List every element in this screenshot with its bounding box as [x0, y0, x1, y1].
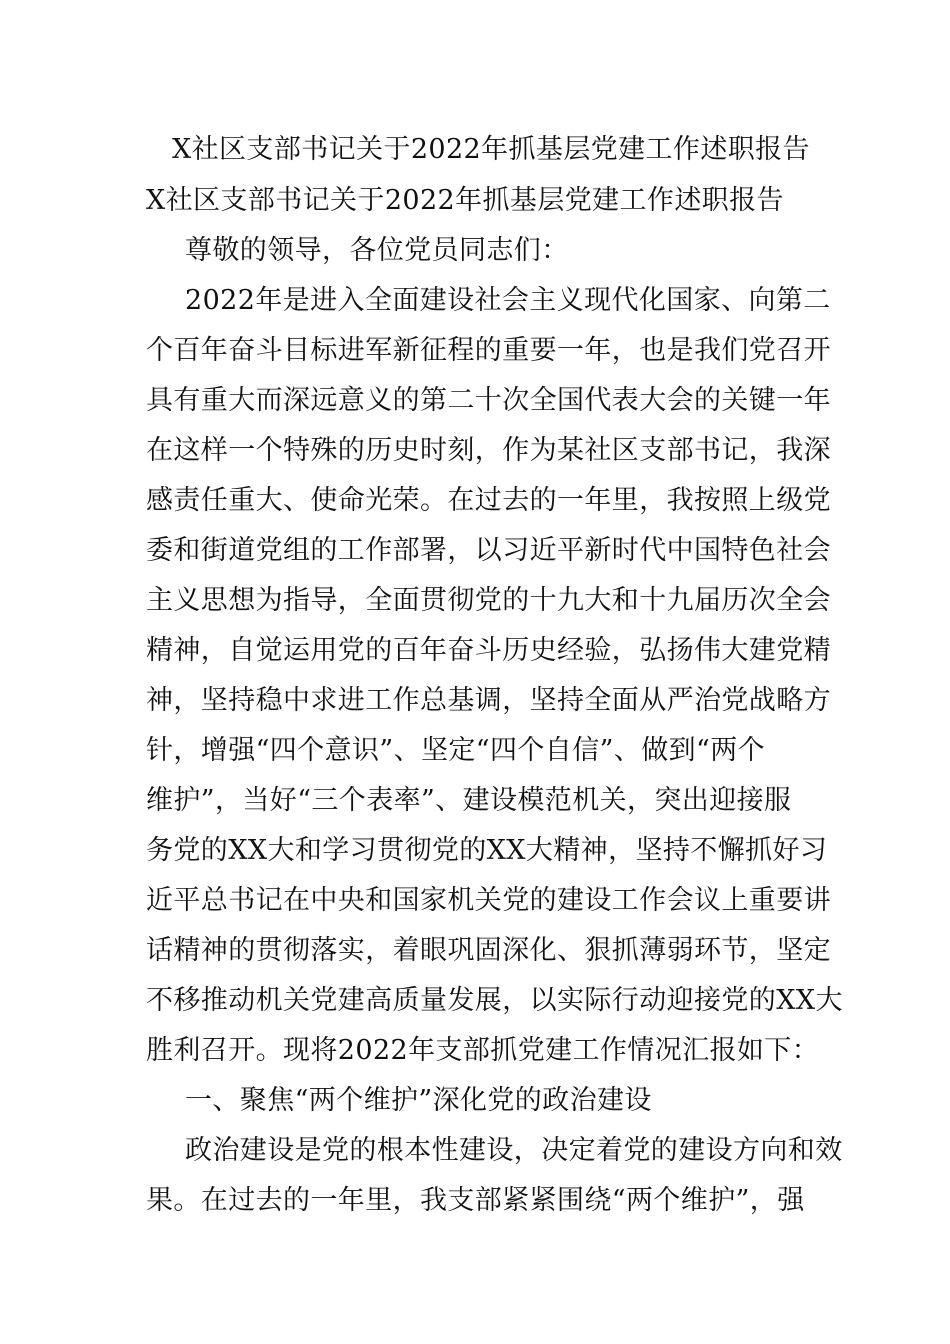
- section-heading: 一、聚焦“两个维护”深化党的政治建设: [185, 1085, 652, 1116]
- salutation: 尊敬的领导，各位党员同志们：: [185, 235, 569, 266]
- paragraph-line: 不移推动机关党建高质量发展，以实际行动迎接党的XX大: [146, 985, 843, 1016]
- paragraph-line: 主义思想为指导，全面贯彻党的十九大和十九届历次全会: [146, 585, 831, 616]
- paragraph-line: 具有重大而深远意义的第二十次全国代表大会的关键一年: [146, 385, 831, 416]
- paragraph-line: 胜利召开。现将2022年支部抓党建工作情况汇报如下：: [146, 1035, 820, 1066]
- paragraph-line: 针，增强“四个意识”、坚定“四个自信”、做到“两个: [146, 735, 766, 766]
- paragraph-line: 2022年是进入全面建设社会主义现代化国家、向第二: [185, 285, 831, 316]
- paragraph-line: 委和街道党组的工作部署，以习近平新时代中国特色社会: [146, 535, 831, 566]
- document-title-repeat: X社区支部书记关于2022年抓基层党建工作述职报告: [146, 185, 784, 216]
- paragraph-line: 精神，自觉运用党的百年奋斗历史经验，弘扬伟大建党精: [146, 635, 831, 666]
- paragraph-line: 果。在过去的一年里，我支部紧紧围绕“两个维护”，强: [146, 1185, 805, 1216]
- paragraph-line: 务党的XX大和学习贯彻党的XX大精神，坚持不懈抓好习: [146, 835, 828, 866]
- paragraph-line: 近平总书记在中央和国家机关党的建设工作会议上重要讲: [146, 885, 831, 916]
- paragraph-line: 维护”，当好“三个表率”、建设模范机关，突出迎接服: [146, 785, 792, 816]
- paragraph-line: 个百年奋斗目标进军新征程的重要一年，也是我们党召开: [146, 335, 831, 366]
- paragraph-line: 话精神的贯彻落实，着眼巩固深化、狠抓薄弱环节，坚定: [146, 935, 831, 966]
- document-title: X社区支部书记关于2022年抓基层党建工作述职报告: [172, 134, 810, 165]
- paragraph-line: 在这样一个特殊的历史时刻，作为某社区支部书记，我深: [146, 435, 831, 466]
- paragraph-line: 感责任重大、使命光荣。在过去的一年里，我按照上级党: [146, 485, 831, 516]
- paragraph-line: 神，坚持稳中求进工作总基调，坚持全面从严治党战略方: [146, 685, 831, 716]
- paragraph-line: 政治建设是党的根本性建设，决定着党的建设方向和效: [185, 1135, 843, 1166]
